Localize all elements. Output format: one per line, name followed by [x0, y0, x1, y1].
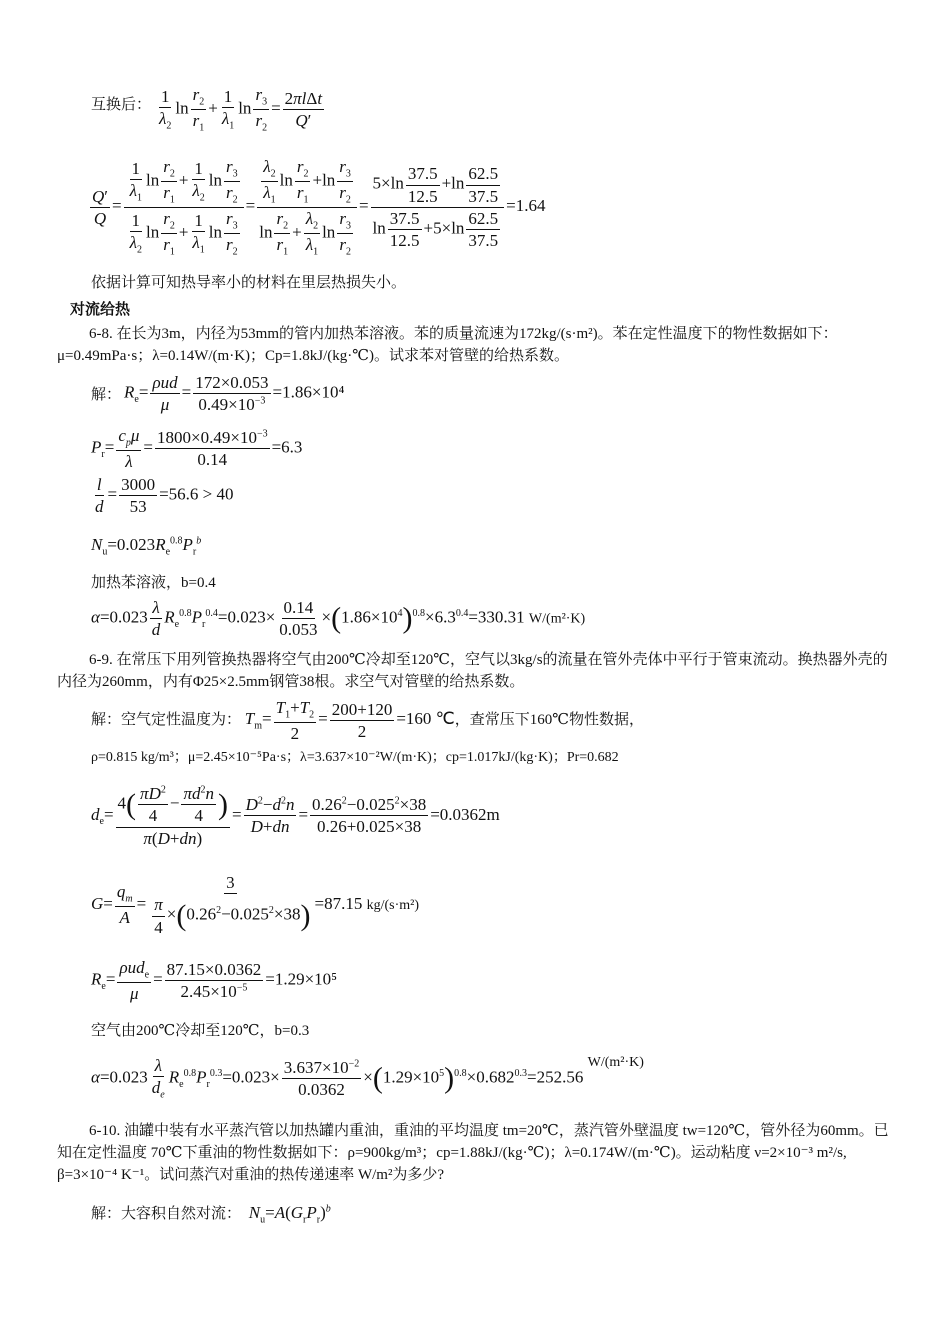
- pr1-result: =6.3: [271, 437, 303, 457]
- air-cool-text: 空气由200℃冷却至120℃，b=0.3: [91, 1023, 310, 1039]
- g-result: =87.15: [314, 893, 363, 913]
- problem-6-10: 6-10. 油罐中装有水平蒸汽管以加热罐内重油，重油的平均温度 tm=20℃，蒸汽管外壁温度 tw=120℃，管外径为60mm。已知在定性温度 70℃下重油的物性数据如下：ρ=900kg/m³；cp=1.88kJ/(kg·℃)；λ=0.174W/(m·℃)。运动粘度 ν=2×10⁻³ m²/s, β=3×10⁻⁴ K⁻¹。试问蒸汽对重油的热传递速率 W/m²为多少?: [57, 1123, 889, 1183]
- air-temp-label: 解：空气定性温度为：: [91, 711, 242, 728]
- equation-ratio: $\frac{Q'}{Q}$ = $\frac{1}{\lambda_1}$ ln $\frac{r_2}{r_1}$ + $\frac{1}{\lambda_2}$ ln $\frac{r_3}{r_2}$ $\frac{1}{\lambda_2}$ ln $\frac{r_2}{r_1}$ + $\frac{1}{\lambda_1}$ ln $\frac{r_3}{r_2}$ = $\frac{\lambda_2}{\lambda_1}$ ln $\frac{r_2}{r_1}$ +ln $\frac{r_3}{r_2}$ ln $\frac{r_2}{r_1}$ + $\frac{\lambda_2}{\lambda_1}$ ln $\frac{r_3}{r_2}$ = 5×ln $\frac{37.5}{12.5}$ +ln $\frac{62.5}{37.5}$ ln $\frac{37.5}{12.5}$ +5×ln $\frac{62.5}{37.5}$ =1.64: [92, 157, 546, 258]
- swap-label-text: 互换后：: [91, 97, 152, 113]
- tm-result: =160 ℃: [396, 709, 455, 729]
- alpha1-result: =330.31: [468, 607, 525, 627]
- swap-label: [91, 97, 151, 114]
- air-temp-tail: ，查常压下160℃物性数据，: [454, 711, 645, 728]
- equation-swap: $\frac{1}{\lambda_2}$ ln $\frac{r_2}{r_1}$ + $\frac{1}{\lambda_1}$ ln $\frac{r_3}{r_2}$ = $\frac{\text{2πlΔt}}{Q'}$: [159, 85, 323, 134]
- alpha2-result: =252.56: [527, 1067, 584, 1087]
- equation-re1: $R_e=$ $\frac{\text{ρud}}{\mu}$ = $\frac{172\times 0.053}{0.49\times 10^{-3}}$ =1.86×10⁴: [124, 373, 345, 415]
- g-unit: kg/(s·m²): [366, 897, 420, 913]
- natural-conv-label: 解：大容积自然对流：: [91, 1206, 242, 1222]
- equation-nu: $N_u=0.023R_e^{0.8}P_r^b$: [91, 535, 202, 558]
- de-result: =0.0362m: [430, 804, 500, 824]
- solution-label: 解：: [91, 387, 122, 403]
- equation-de: $d_e=$ 4( $\frac{\pi D^2}{4}$ − $\frac{\pi d^2n}{4}$ ) π(D+dn) = $\frac{D^2-d^2n}{D+dn}$ = $\frac{0.26^2-0.025^2\times 38}{0.26+0.025\times 38}$ =0.0362m: [91, 784, 500, 848]
- ld-result: =56.6 > 40: [159, 484, 234, 504]
- alpha1-unit: W/(m²·K): [528, 611, 586, 627]
- equation-alpha1: α=0.023 $\frac{\lambda}{d}$ $R_e^{0.8}P_r^{0.4}=0.023\times$ $\frac{0.14}{0.053}$ $\times(1.86\times 10^4)^{0.8}\times 6.3^{0.4}=330.31$ W/(m²·K): [91, 598, 586, 640]
- air-properties: ρ=0.815 kg/m³；μ=2.45×10⁻⁵Pa·s；λ=3.637×10⁻²W/(m·K)；cp=1.017kJ/(kg·K)；Pr=0.682: [91, 750, 619, 765]
- natural-conv-line: 解：大容积自然对流： $N_u=A(G_rP_r)^b$: [91, 1203, 331, 1226]
- alpha2-unit: W/(m²·K): [587, 1055, 644, 1070]
- equation-re2: $R_e=$ $\frac{\rho ud_e}{\mu}$ = $\frac{87.15\times 0.0362}{2.45\times 10^{-5}}$ =1.29×10⁵: [91, 958, 338, 1003]
- conclusion-text: 依据计算可知热导率小的材料在里层热损失小。: [91, 275, 407, 291]
- re2-result: =1.29×10⁵: [265, 969, 338, 989]
- heat-benzene-text: 加热苯溶液，b=0.4: [91, 575, 216, 591]
- equation-ld: $\frac{l}{d}$ = $\frac{3000}{53}$ =56.6 > 40: [95, 475, 234, 517]
- section-heading: 对流给热: [70, 300, 131, 318]
- problem-6-8: 6-8. 在长为3m，内径为53mm的管内加热苯溶液。苯的质量流速为172kg/(s·m²)。苯在定性温度下的物性数据如下：μ=0.49mPa·s；λ=0.14W/(m·K)；Cp=1.8kJ/(kg·℃)。试求苯对管壁的给热系数。: [57, 326, 838, 364]
- ratio-result: =1.64: [506, 196, 546, 216]
- air-temp-line: 解：空气定性温度为： $T_m=$ $\frac{T_1+T_2}{2}$ = $\frac{200+120}{2}$ =160 ℃，查常压下160℃物性数据，: [91, 698, 645, 743]
- re1-result: =1.86×10⁴: [272, 382, 345, 402]
- equation-alpha2: α=0.023 $\frac{\lambda}{d_e}$ $R_e^{0.8}P_r^{0.3}=0.023\times$ $\frac{3.637\times 10^{-2}}{0.0362}$ $\times(1.29\times 10^5)^{0.8}\times 0.682^{0.3}=252.56$ $^{W/(m^2\cdot K)}$: [91, 1055, 644, 1101]
- equation-g: G= $\frac{q_m}{A}$ = 3 $\frac{\pi}{4}$ $\times(0.26^2-0.025^2\times 38)$ =87.15 kg/(s·m²): [91, 873, 420, 937]
- problem-6-9: 6-9. 在常压下用列管换热器将空气由200℃冷却至120℃，空气以3kg/s的流量在管外壳体中平行于管束流动。换热器外壳的内径为260mm，内有Φ25×2.5mm钢管38根。求空气对管壁的给热系数。: [57, 652, 888, 690]
- equation-pr1: $P_r=$ $\frac{c_p\mu}{\lambda}$ = $\frac{1800\times 0.49\times 10^{-3}}{0.14}$ =6.3: [91, 426, 303, 471]
